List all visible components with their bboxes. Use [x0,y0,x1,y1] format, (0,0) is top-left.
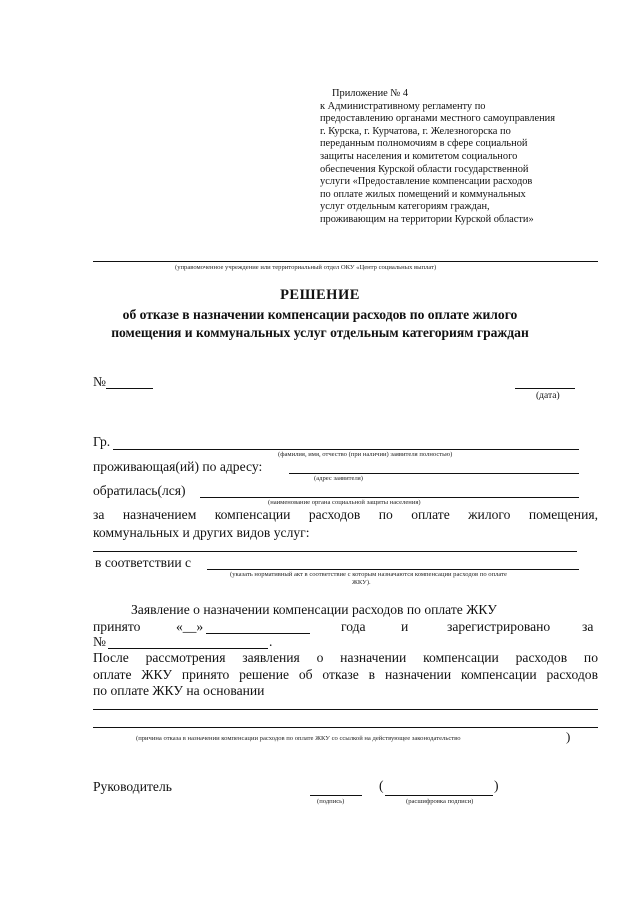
registration-number-line [108,648,268,649]
purpose-line: за назначением компенсации расходов по оплате жилого помещения, [93,507,598,522]
consider-line: После рассмотрения заявления о назначении компенсации расходов по [93,650,598,665]
appendix-line: к Административному регламенту по [320,100,486,112]
document-subtitle-line: об отказе в назначении компенсации расходов по оплате жилого [122,307,518,322]
appendix-line: предоставлению органами местного самоуправления [320,113,555,125]
statement-word: года [341,619,366,634]
citizen-line [113,449,579,450]
statement-word: за [582,619,594,634]
decode-caption: (расшифровка подписи) [406,798,474,805]
appendix-line: по оплате жилых помещений и коммунальных [320,188,526,200]
appendix-line: проживающим на территории Курской области» [320,213,534,225]
appendix-line: обеспечения Курской области государственной [320,163,529,175]
open-paren: ( [379,778,384,793]
applied-line [200,497,579,498]
statement-word: и [401,619,409,634]
appendix-line: г. Курска, г. Курчатова, г. Железногорска по [320,125,511,137]
document-subtitle-line: помещения и коммунальных услуг отдельным категориям граждан [111,325,529,340]
reason-line [93,709,598,710]
date-caption: (дата) [536,391,560,401]
registration-number-label: № [93,634,106,649]
reason-paren: ) [566,729,571,744]
decode-line [385,795,493,796]
statement-word: зарегистрировано [447,619,551,634]
number-label: № [93,374,106,389]
number-line [106,388,153,389]
appendix-line: услуг отдельным категориям граждан, [320,201,490,213]
applied-caption: (наименование органа социальной защиты населения) [268,499,421,506]
purpose-line: коммунальных и других видов услуг: [93,525,310,540]
appendix-line: Приложение № 4 [332,88,409,99]
address-label: проживающая(ий) по адресу: [93,459,263,474]
citizen-caption: (фамилия, имя, отчество (при наличии) заявителя полностью) [278,451,453,458]
date-line [515,388,575,389]
statement-word: принято [93,619,141,634]
signature-line [310,795,362,796]
sign-caption: (подпись) [317,798,345,805]
accordance-label: в соответствии с [95,555,192,570]
reason-caption: (причина отказа в назначении компенсации расходов по оплате ЖКУ со ссылкой на действующее законодательство [136,735,461,742]
appendix-line: защиты населения и комитетом социального [320,150,518,162]
citizen-label: Гр. [93,434,111,449]
document-title: РЕШЕНИЕ [280,287,360,303]
consider-line: оплате ЖКУ принято решение об отказе в назначении компенсации расходов [93,667,598,682]
purpose-blank-line [93,551,577,552]
address-line [289,473,579,474]
registration-number-end: . [269,634,273,649]
accepted-date-line [206,633,310,634]
statement-line: Заявление о назначении компенсации расходов по оплате ЖКУ [131,602,497,617]
appendix-line: услуги «Предоставление компенсации расходов [320,176,533,188]
org-line [93,261,598,262]
org-caption: (управомоченное учреждение или территориальный отдел ОКУ «Центр социальных выплат) [175,264,437,271]
appendix-block [320,88,620,227]
accordance-line [207,569,579,570]
consider-line: по оплате ЖКУ на основании [93,683,265,698]
reason-line [93,727,598,728]
statement-word: «__» [176,619,204,634]
address-caption: (адрес заявителя) [314,475,363,482]
accordance-caption: (указать нормативный акт в соответствие с которым назначаются компенсации расходов по оплате [230,571,507,578]
close-paren: ) [494,778,499,793]
applied-label: обратилась(лся) [93,483,186,498]
head-label: Руководитель [93,779,172,794]
appendix-line: переданным полномочиям в сфере социальной [320,138,528,150]
accordance-caption: ЖКУ). [352,579,371,586]
